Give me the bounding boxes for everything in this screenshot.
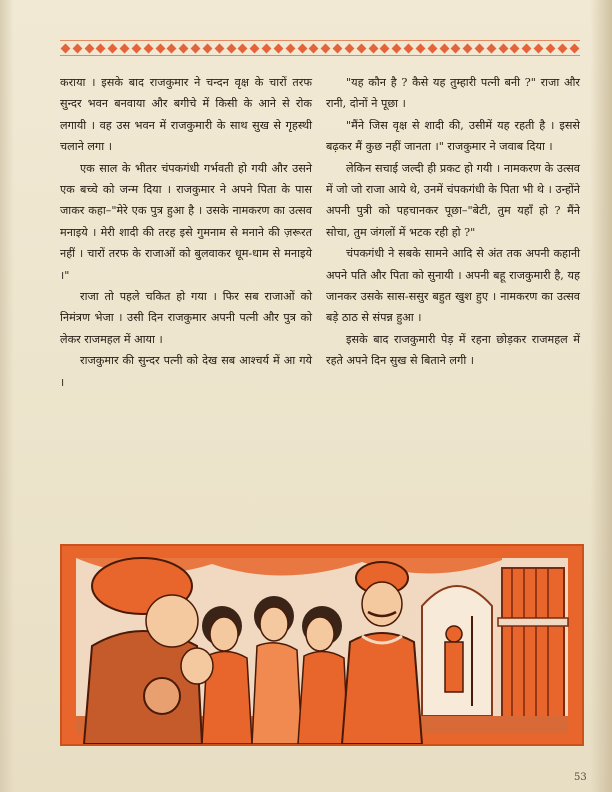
border-diamond [486, 43, 496, 53]
paragraph: इसके बाद राजकुमारी पेड़ में रहना छोड़कर राजमहल में रहते अपने दिन सुख से बिताने लगी । [326, 332, 580, 368]
border-diamond [143, 43, 153, 53]
border-diamond [463, 43, 473, 53]
border-diamond [392, 43, 402, 53]
women-figures [181, 596, 348, 744]
border-diamond [321, 43, 331, 53]
border-diamond [569, 43, 579, 53]
paragraph: एक साल के भीतर चंपकगंधी गर्भवती हो गयी और उसने एक बच्चे को जन्म दिया । राजकुमार ने अपने पिता के पास जाकर कहा–"मेरे एक पुत्र हुआ है । उसके नामकरण का उत्सव मनाइये । मेरी शादी की तरह इसे गुमनाम से मनाने की ज़रूरत नहीं । चारों तरफ के राजाओं को बुलवाकर धूम-धाम से मनाइये ।" [60, 161, 312, 282]
border-diamond [226, 43, 236, 53]
border-diamond [120, 43, 130, 53]
border-diamond [546, 43, 556, 53]
border-diamond [132, 43, 142, 53]
border-diamond [368, 43, 378, 53]
border-diamond [356, 43, 366, 53]
border-diamond [557, 43, 567, 53]
border-diamond [238, 43, 248, 53]
border-diamond [84, 43, 94, 53]
border-diamond [427, 43, 437, 53]
border-diamond [451, 43, 461, 53]
border-diamond [309, 43, 319, 53]
border-diamond [297, 43, 307, 53]
border-diamond [191, 43, 201, 53]
border-diamond [380, 43, 390, 53]
paragraph: लेकिन सचाई जल्दी ही प्रकट हो गयी । नामकरण के उत्सव में जो जो राजा आये थे, उनमें चंपकगंधी के पिता भी थे । उन्होंने अपनी पुत्री को पहचानकर पूछा–"बेटी, तुम यहाँ हो ? मैंने सोचा, तुम जंगलों में भटक रही हो ?" [326, 161, 580, 239]
paragraph: चंपकगंधी ने सबके सामने आदि से अंत तक अपनी कहानी अपने पति और पिता को सुनायी । अपनी बहू राजकुमारी है, यह जानकर उसके सास-ससुर बहुत खुश हुए । नामकरण का उत्सव बड़े ठाठ से संपन्न हुआ । [326, 247, 580, 325]
right-text-column [326, 72, 580, 372]
border-diamond [250, 43, 260, 53]
border-diamond [214, 43, 224, 53]
border-diamond [522, 43, 532, 53]
page-edge-shadow-left [0, 0, 14, 792]
border-diamond [202, 43, 212, 53]
border-diamond [404, 43, 414, 53]
paragraph: राजा तो पहले चकित हो गया । फिर सब राजाओं को निमंत्रण भेजा । उसी दिन राजकुमार अपनी पत्नी और पुत्र को लेकर राजमहल में आया । [60, 290, 312, 346]
paragraph: "मैंने जिस वृक्ष से शादी की, उसीमें यह रहती है । इससे बढ़कर मैं कुछ नहीं जानता ।" राजकुमार ने जवाब दिया । [326, 118, 580, 154]
border-diamond [167, 43, 177, 53]
border-diamond [72, 43, 82, 53]
border-diamond [179, 43, 189, 53]
border-diamond [285, 43, 295, 53]
border-diamond [439, 43, 449, 53]
border-diamond [344, 43, 354, 53]
king-figure [84, 558, 202, 744]
page-edge-shadow-right [590, 0, 612, 792]
border-diamond [475, 43, 485, 53]
border-diamond [61, 43, 71, 53]
paragraph: कराया । इसके बाद राजकुमार ने चन्दन वृक्ष के चारों तरफ सुन्दर भवन बनवाया और बगीचे में किसी के आने से रोक लगायी । वह उस भवन में राजकुमारी के साथ सुख से गृहस्थी चलाने लगा । [60, 76, 312, 154]
left-text-column [60, 72, 312, 393]
paragraph: राजकुमार की सुन्दर पत्नी को देख सब आश्चर्य में आ गये । [60, 354, 312, 389]
paragraph: "यह कौन है ? कैसे यह तुम्हारी पत्नी बनी ?" राजा और रानी, दोनों ने पूछा । [326, 76, 580, 111]
border-diamond [510, 43, 520, 53]
border-diamond [415, 43, 425, 53]
border-diamond [262, 43, 272, 53]
border-diamond [108, 43, 118, 53]
page-number: 53 [574, 772, 587, 783]
decorative-top-border [60, 40, 580, 56]
border-diamond [96, 43, 106, 53]
border-diamond [273, 43, 283, 53]
palace-scene-drawing [62, 546, 582, 744]
border-diamond [333, 43, 343, 53]
border-diamond [534, 43, 544, 53]
story-illustration [60, 544, 584, 746]
border-diamond [155, 43, 165, 53]
border-diamond [498, 43, 508, 53]
